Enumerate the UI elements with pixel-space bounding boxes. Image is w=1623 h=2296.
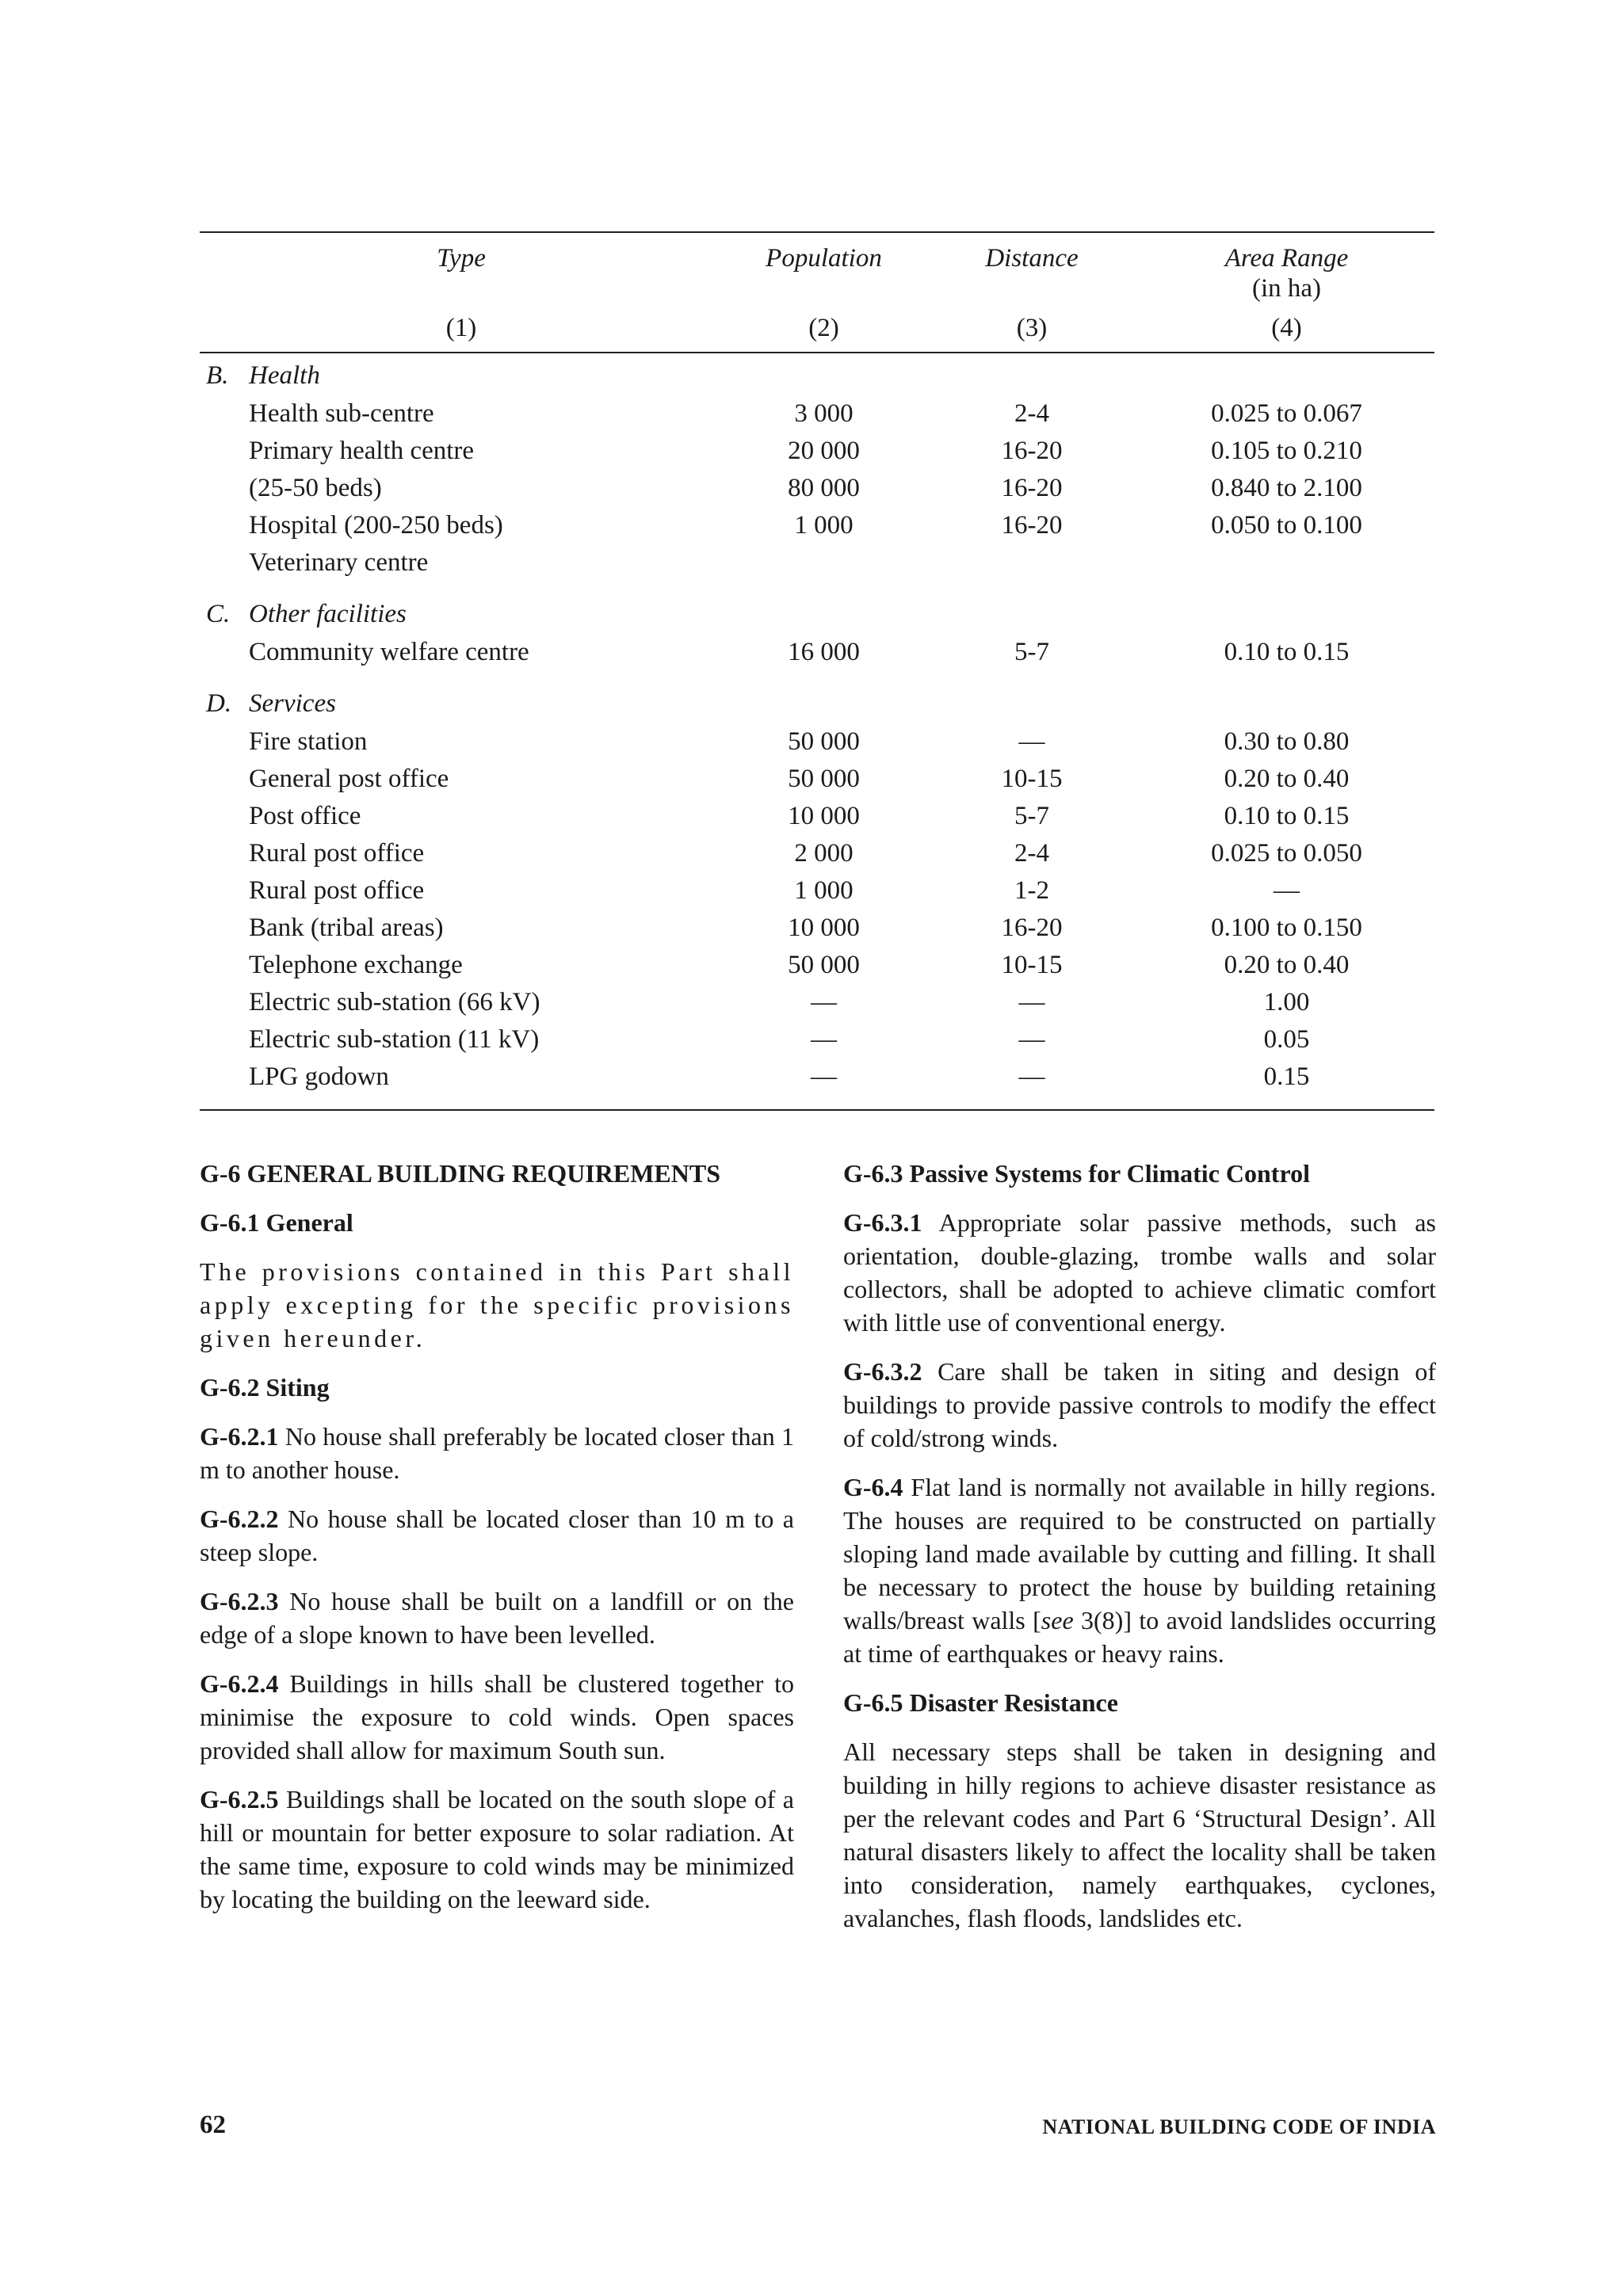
cell-type: Rural post office	[249, 839, 425, 868]
paragraph-g622	[200, 1502, 794, 1569]
header-area-unit: (in ha)	[1251, 274, 1322, 303]
table-row	[200, 951, 1434, 988]
cell-distance: —	[1018, 1025, 1045, 1054]
cell-population: 3 000	[794, 399, 854, 428]
table-header	[200, 233, 1434, 352]
cell-population: —	[811, 1025, 837, 1054]
table-bottom-rule	[200, 1109, 1434, 1111]
header-distance: Distance	[985, 244, 1079, 273]
cell-population: —	[811, 988, 837, 1016]
cell-area-range: 0.15	[1263, 1062, 1310, 1091]
section-heading-g6: G-6 GENERAL BUILDING REQUIREMENTS	[200, 1159, 720, 1188]
cell-area-range: 0.840 to 2.100	[1211, 474, 1362, 502]
cell-distance: 5-7	[1014, 638, 1049, 666]
clause-text-continued: 3(8)] to avoid landslides occurring at time of earthquakes or heavy rains.	[843, 1606, 1437, 1668]
paragraph-g65	[843, 1735, 1436, 1935]
cell-population: 50 000	[788, 951, 860, 979]
facilities-table	[200, 231, 1434, 1111]
cell-area-range: 0.30 to 0.80	[1224, 727, 1350, 756]
cell-type: Community welfare centre	[249, 638, 529, 666]
cell-distance: —	[1018, 727, 1045, 756]
table-section-heading	[200, 353, 1434, 399]
header-num-1: (1)	[445, 314, 477, 342]
paragraph-g632	[843, 1355, 1436, 1455]
page-number: 62	[200, 2111, 226, 2139]
cell-distance: 16-20	[1001, 511, 1063, 540]
cell-area-range: 1.00	[1263, 988, 1310, 1016]
section-letter: C.	[206, 600, 231, 628]
cell-population: 80 000	[788, 474, 860, 502]
cell-area-range: 0.105 to 0.210	[1211, 437, 1362, 465]
paragraph-g64	[843, 1470, 1436, 1670]
cell-area-range: 0.10 to 0.15	[1224, 638, 1350, 666]
cell-population: 20 000	[788, 437, 860, 465]
left-column	[200, 1157, 794, 1932]
cell-type: Primary health centre	[249, 437, 475, 465]
table-section-heading	[200, 681, 1434, 727]
clause-number: G-6.3.2	[843, 1357, 922, 1386]
clause-number: G-6.2.3	[200, 1587, 279, 1615]
table-row	[200, 511, 1434, 548]
cell-population: 1 000	[794, 876, 854, 905]
table-row	[200, 988, 1434, 1025]
running-title: NATIONAL BUILDING CODE OF INDIA	[1042, 2115, 1436, 2138]
table-row	[200, 839, 1434, 876]
cell-type: Veterinary centre	[249, 548, 429, 577]
cell-type: (25-50 beds)	[249, 474, 382, 502]
table-row	[200, 548, 1434, 585]
table-row	[200, 727, 1434, 765]
cell-type: Telephone exchange	[249, 951, 463, 979]
clause-number: G-6.2.1	[200, 1422, 279, 1451]
clause-text: Buildings shall be located on the south slope of a hill or mountain for better exposure to solar radiation. At the same time, exposure to cold winds may be minimized by locating the building on the leeward side.	[200, 1785, 795, 1913]
table-row	[200, 876, 1434, 913]
cell-population: 50 000	[788, 765, 860, 793]
table-row	[200, 1062, 1434, 1100]
cell-distance: —	[1018, 1062, 1045, 1091]
table-row	[200, 437, 1434, 474]
cell-area-range: 0.100 to 0.150	[1211, 913, 1362, 942]
cell-area-range: 0.20 to 0.40	[1224, 951, 1350, 979]
section-title: Health	[249, 361, 320, 390]
cell-population: —	[811, 1062, 837, 1091]
clause-text: Care shall be taken in siting and design of buildings to provide passive controls to modify the effect of cold/strong winds.	[843, 1357, 1437, 1452]
cell-type: Fire station	[249, 727, 368, 756]
cell-type: Electric sub-station (66 kV)	[249, 988, 540, 1016]
paragraph-g623	[200, 1585, 794, 1651]
header-population: Population	[766, 244, 882, 273]
clause-number: G-6.4	[843, 1473, 903, 1501]
see-reference: see	[1041, 1606, 1074, 1634]
clause-text: Buildings in hills shall be clustered together to minimise the exposure to cold winds. Open spaces provided shall allow for maximum South sun.	[200, 1669, 795, 1764]
cell-type: Rural post office	[249, 876, 425, 905]
cell-type: Health sub-centre	[249, 399, 434, 428]
cell-population: 50 000	[788, 727, 860, 756]
header-num-4: (4)	[1271, 314, 1302, 342]
clause-text: Appropriate solar passive methods, such as orientation, double-glazing, trombe walls and solar collectors, shall be adopted to achieve climatic comfort with little use of conventional energy.	[843, 1208, 1437, 1337]
cell-distance: 16-20	[1001, 437, 1063, 465]
paragraph-g631	[843, 1206, 1436, 1339]
cell-distance: 5-7	[1014, 802, 1049, 830]
cell-area-range: 0.05	[1263, 1025, 1310, 1054]
cell-distance: 2-4	[1014, 399, 1049, 428]
cell-distance: 2-4	[1014, 839, 1049, 868]
cell-distance: —	[1018, 988, 1045, 1016]
header-num-2: (2)	[808, 314, 839, 342]
clause-number: G-6.2.2	[200, 1505, 279, 1533]
section-heading-g61: G-6.1 General	[200, 1208, 353, 1237]
table-row	[200, 1025, 1434, 1062]
section-title: Other facilities	[249, 600, 407, 628]
cell-area-range: 0.10 to 0.15	[1224, 802, 1350, 830]
clause-text: Flat land is normally not available in hilly regions. The houses are required to be constructed on partially sloping land made available by cutting and filling. It shall be necessary to protect the house by building retaining walls/breast walls [	[843, 1473, 1437, 1634]
cell-area-range: 0.20 to 0.40	[1224, 765, 1350, 793]
clause-number: G-6.2.4	[200, 1669, 279, 1698]
cell-area-range: —	[1274, 876, 1300, 905]
section-letter: B.	[206, 361, 229, 390]
cell-distance: 10-15	[1001, 951, 1063, 979]
cell-population: 2 000	[794, 839, 854, 868]
table-row	[200, 399, 1434, 437]
cell-population: 1 000	[794, 511, 854, 540]
cell-area-range: 0.025 to 0.067	[1211, 399, 1362, 428]
paragraph-g61	[200, 1255, 794, 1355]
section-heading-g63: G-6.3 Passive Systems for Climatic Control	[843, 1159, 1310, 1188]
header-num-3: (3)	[1016, 314, 1048, 342]
cell-distance: 10-15	[1001, 765, 1063, 793]
cell-type: LPG godown	[249, 1062, 389, 1091]
table-row	[200, 913, 1434, 951]
right-column	[843, 1157, 1436, 1951]
section-title: Services	[249, 689, 336, 718]
cell-type: Bank (tribal areas)	[249, 913, 444, 942]
clause-number: G-6.2.5	[200, 1785, 279, 1814]
section-heading-g62: G-6.2 Siting	[200, 1373, 330, 1402]
clause-text: No house shall preferably be located closer than 1 m to another house.	[200, 1422, 795, 1484]
header-area-range: Area Range	[1224, 244, 1349, 273]
section-spacer	[200, 585, 1434, 592]
table-row	[200, 638, 1434, 675]
paragraph-g625	[200, 1783, 794, 1916]
clause-text: All necessary steps shall be taken in designing and building in hilly regions to achieve disaster resistance as per the relevant codes and Part 6 ‘Structural Design’. All natural disasters likely to affect the locality shall be taken into consideration, namely earthquakes, cyclones, avalanches, flash floods, landslides etc.	[843, 1737, 1436, 1932]
cell-population: 10 000	[788, 913, 860, 942]
cell-distance: 1-2	[1014, 876, 1049, 905]
paragraph-g624	[200, 1667, 794, 1767]
section-spacer	[200, 675, 1434, 681]
clause-text: No house shall be located closer than 10 m to a steep slope.	[200, 1505, 795, 1566]
table-body	[200, 353, 1434, 1106]
clause-number: G-6.3.1	[843, 1208, 922, 1237]
cell-type: Post office	[249, 802, 361, 830]
cell-type: Electric sub-station (11 kV)	[249, 1025, 540, 1054]
paragraph-g621	[200, 1420, 794, 1486]
section-letter: D.	[206, 689, 232, 718]
cell-type: General post office	[249, 765, 449, 793]
table-row	[200, 765, 1434, 802]
header-type: Type	[437, 244, 486, 273]
clause-text: No house shall be built on a landfill or on the edge of a slope known to have been levelled.	[200, 1587, 795, 1649]
cell-population: 16 000	[788, 638, 860, 666]
table-row	[200, 802, 1434, 839]
cell-distance: 16-20	[1001, 913, 1063, 942]
table-section-heading	[200, 592, 1434, 638]
cell-type: Hospital (200-250 beds)	[249, 511, 503, 540]
cell-area-range: 0.025 to 0.050	[1211, 839, 1362, 868]
section-spacer	[200, 1100, 1434, 1106]
cell-area-range: 0.050 to 0.100	[1211, 511, 1362, 540]
cell-distance: 16-20	[1001, 474, 1063, 502]
section-heading-g65: G-6.5 Disaster Resistance	[843, 1688, 1118, 1717]
cell-population: 10 000	[788, 802, 860, 830]
table-row	[200, 474, 1434, 511]
paragraph-g61-text: The provisions contained in this Part shall apply excepting for the specific provisions given hereunder.	[200, 1257, 794, 1352]
